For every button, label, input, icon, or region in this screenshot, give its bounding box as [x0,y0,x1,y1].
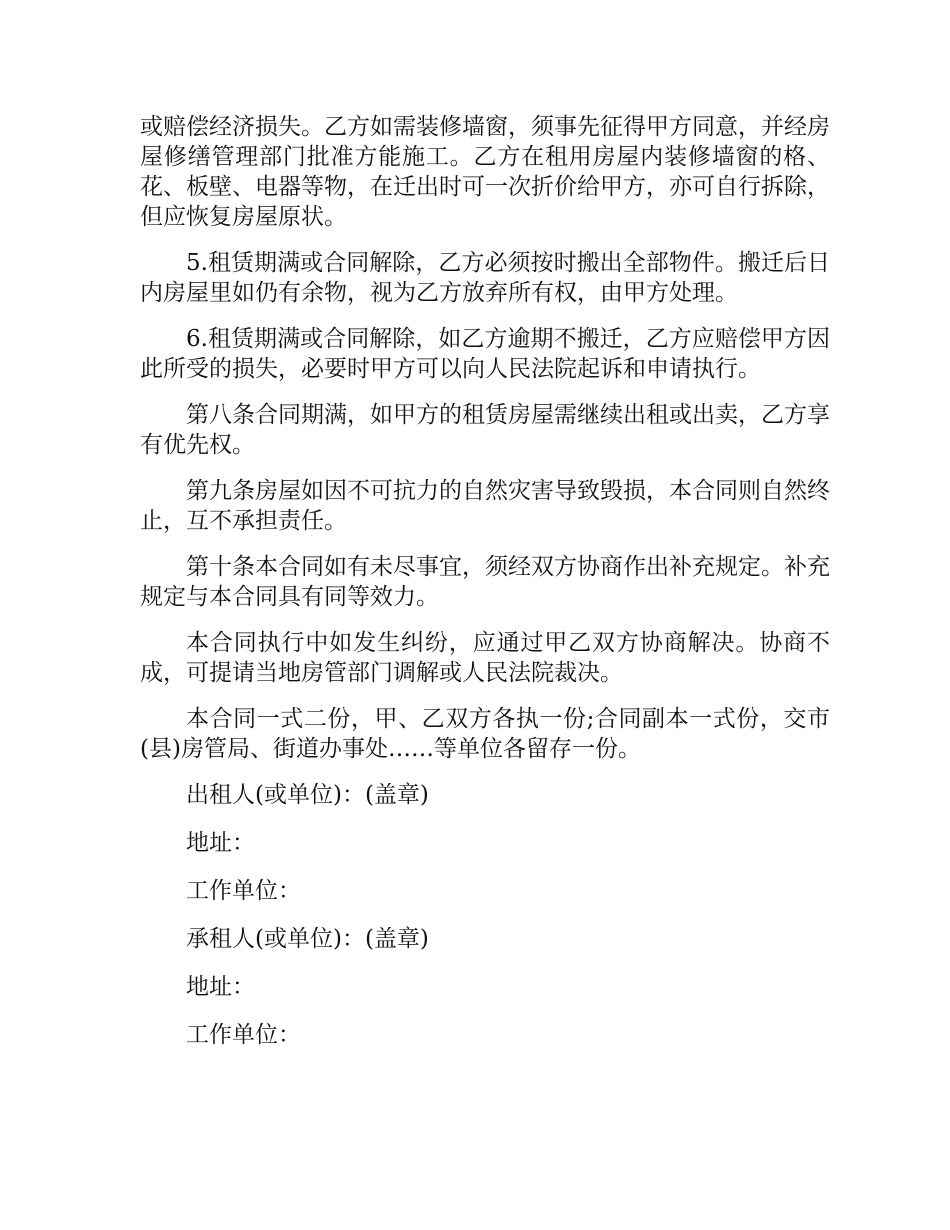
paragraph-dispute: 本合同执行中如发生纠纷，应通过甲乙双方协商解决。协商不成，可提请当地房管部门调解或人民法院裁决。 [140,630,830,686]
signature-lessee-workplace: 工作单位： [186,1022,301,1048]
signature-lessor-address: 地址： [186,830,255,856]
document-page [140,112,830,1068]
paragraph-continuation: 或赔偿经济损失。乙方如需装修墙窗，须事先征得甲方同意，并经房屋修缮管理部门批准方能施工。乙方在租用房屋内装修墙窗的格、花、板壁、电器等物，在迁出时可一次折价给甲方，亦可自行拆除，但应恢复房屋原状。 [140,114,830,230]
paragraph-copies: 本合同一式二份，甲、乙双方各执一份;合同副本一式份，交市(县)房管局、街道办事处……等单位各留存一份。 [140,706,830,762]
paragraph-article-8: 第八条合同期满，如甲方的租赁房屋需继续出租或出卖，乙方享有优先权。 [140,402,830,458]
signature-lessee: 承租人(或单位)：(盖章) [186,926,429,952]
signature-lessor: 出租人(或单位)：(盖章) [186,782,429,808]
paragraph-clause-5: 5.租赁期满或合同解除，乙方必须按时搬出全部物件。搬迁后日内房屋里如仍有余物，视为乙方放弃所有权，由甲方处理。 [140,250,830,306]
signature-lessee-address: 地址： [186,974,255,1000]
signature-lessor-workplace: 工作单位： [186,878,301,904]
paragraph-clause-6: 6.租赁期满或合同解除，如乙方逾期不搬迁，乙方应赔偿甲方因此所受的损失，必要时甲方可以向人民法院起诉和申请执行。 [140,326,830,382]
paragraph-article-10: 第十条本合同如有未尽事宜，须经双方协商作出补充规定。补充规定与本合同具有同等效力。 [140,554,830,610]
paragraph-article-9: 第九条房屋如因不可抗力的自然灾害导致毁损，本合同则自然终止，互不承担责任。 [140,478,830,534]
